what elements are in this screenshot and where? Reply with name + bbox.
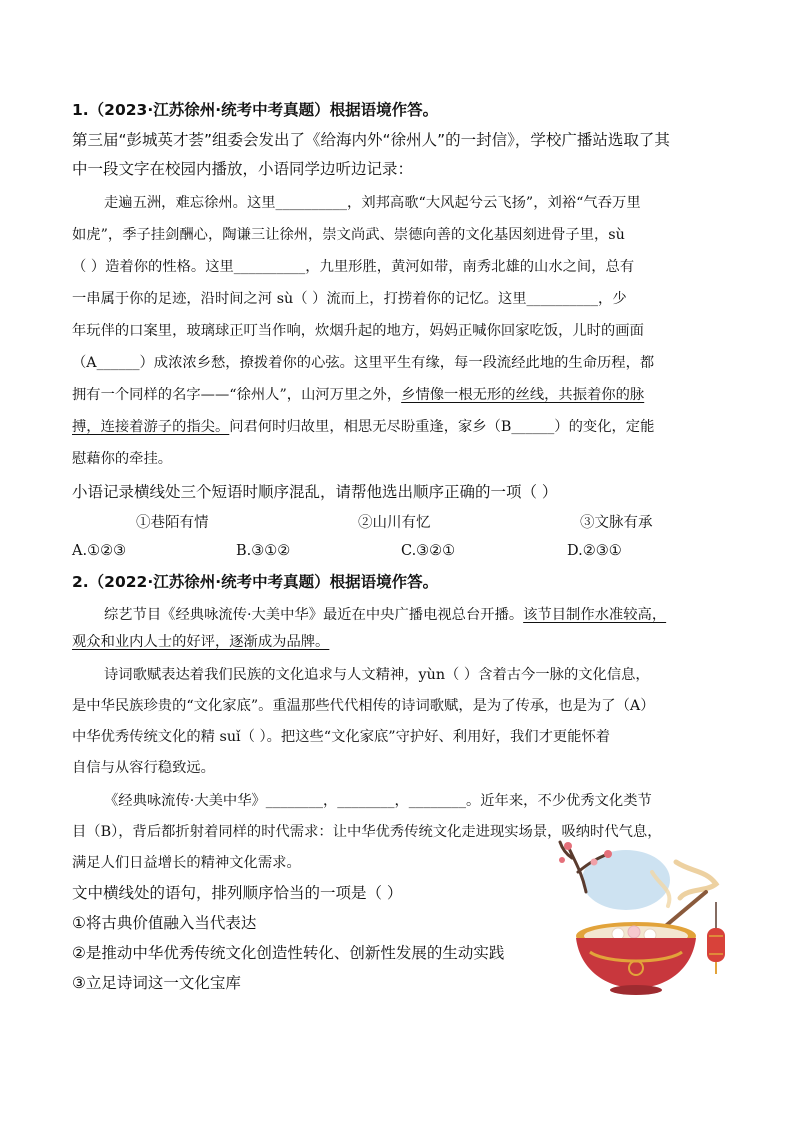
q2-item-1: ①将古典价值融入当代表达 — [72, 914, 257, 932]
q1-passage-line-8-plain: 问君何时归故里，相思无尽盼重逢，家乡（B______）的变化，定能 — [229, 419, 655, 435]
q1-question: 小语记录横线处三个短语时顺序混乱，请帮他选出顺序正确的一项（ ） — [72, 483, 558, 501]
q1-intro-line-1: 第三届“彭城英才荟”组委会发出了《给海内外“徐州人”的一封信》，学校广播站选取了其 — [72, 131, 670, 149]
plum-blossom-icon — [564, 842, 572, 850]
q1-header: 1.（2023·江苏徐州·统考中考真题）根据语境作答。 — [72, 101, 439, 119]
tangyuan-ball-icon — [628, 926, 640, 938]
q1-passage-line-5: 年玩伴的口案里，玻璃球正叮当作响，炊烟升起的地方，妈妈正喊你回家吃饭，儿时的画面 — [72, 323, 644, 339]
q1-phrase-2: ②山川有忆 — [358, 515, 431, 531]
q1-intro-line-2: 中一段文字在校园内播放，小语同学边听边记录： — [72, 160, 414, 178]
q1-passage-line-1: 走遍五洲，难忘徐州。这里__________，刘邦高歌“大风起兮云飞扬”，刘裕“气吞万里 — [104, 195, 641, 211]
plum-blossom-icon — [604, 850, 612, 858]
q2-para1-line-1 — [104, 604, 666, 624]
bowl-base-icon — [610, 985, 662, 995]
q1-passage-line-3: （ ）造着你的性格。这里__________，九里形胜，黄河如带，南秀北雄的山水之间，总有 — [72, 259, 635, 275]
q2-para1-line-2 — [72, 631, 329, 651]
q2-underlined-sentence-part-2: 观众和业内人士的好评，逐渐成为品牌。 — [72, 634, 330, 650]
q1-passage-line-9: 慰藉你的牵挂。 — [72, 451, 173, 467]
bowl-body-icon — [576, 938, 696, 988]
q1-passage-line-7 — [72, 384, 644, 404]
lantern-icon — [707, 928, 725, 962]
q2-para2-line-4: 自信与从容行稳致远。 — [72, 760, 215, 776]
q1-underlined-sentence-part-1: 乡情像一根无形的丝线，共振着你的脉 — [401, 387, 645, 403]
steam-swirl-icon — [676, 862, 716, 898]
q1-option-c[interactable]: C.③②① — [401, 543, 456, 559]
plum-blossom-icon — [559, 857, 565, 863]
plum-blossom-icon — [591, 859, 598, 866]
q1-option-a[interactable]: A.①②③ — [72, 543, 127, 559]
q2-para1-plain: 综艺节目《经典咏流传·大美中华》最近在中央广播电视总台开播。 — [104, 607, 524, 623]
q1-passage-line-6: （A______）成浓浓乡愁，撩拨着你的心弦。这里平生有缘，每一段流经此地的生命历程，都 — [72, 355, 655, 371]
tangyuan-bowl-illustration — [556, 832, 734, 1000]
q2-underlined-sentence-part-1: 该节目制作水准较高， — [523, 607, 667, 623]
q2-para2-line-2: 是中华民族珍贵的“文化家底”。重温那些代代相传的诗词歌赋，是为了传承，也是为了（A） — [72, 698, 655, 714]
q2-item-2: ②是推动中华优秀传统文化创造性转化、创新性发展的生动实践 — [72, 944, 505, 962]
q2-para3-line-3: 满足人们日益增长的精神文化需求。 — [72, 855, 301, 871]
q1-passage-line-7-plain: 拥有一个同样的名字——“徐州人”，山河万里之外， — [72, 387, 402, 403]
q2-para3-line-1: 《经典咏流传·大美中华》________，________，________。近年来，不少优秀文化类节 — [104, 793, 652, 809]
q1-passage-line-8 — [72, 416, 654, 436]
q1-passage-line-2: 如虎”，季子挂剑酬心，陶谦三让徐州，崇文尚武、崇德向善的文化基因刻进骨子里，sù — [72, 227, 625, 243]
q1-option-d[interactable]: D.②③① — [567, 543, 622, 559]
q1-underlined-sentence-part-2: 搏，连接着游子的指尖。 — [72, 419, 230, 435]
q2-para2-line-1: 诗词歌赋表达着我们民族的文化追求与人文精神，yùn（ ）含着古今一脉的文化信息， — [104, 667, 650, 683]
q1-phrase-3: ③文脉有承 — [580, 515, 653, 531]
q2-para3-line-2: 目（B），背后都折射着同样的时代需求：让中华优秀传统文化走进现实场景，吸纳时代气息， — [72, 824, 662, 840]
q2-question: 文中横线处的语句，排列顺序恰当的一项是（ ） — [72, 884, 403, 902]
q1-phrase-1: ①巷陌有情 — [136, 515, 209, 531]
q1-option-b[interactable]: B.③①② — [236, 543, 291, 559]
q2-item-3: ③立足诗词这一文化宝库 — [72, 974, 241, 992]
q2-header: 2.（2022·江苏徐州·统考中考真题）根据语境作答。 — [72, 573, 439, 591]
q1-passage-line-4: 一串属于你的足迹，沿时间之河 sù（ ）流而上，打捞着你的记忆。这里__________，少 — [72, 291, 627, 307]
q2-para2-line-3: 中华优秀传统文化的精 suǐ（ ）。把这些“文化家底”守护好、利用好，我们才更能怀着 — [72, 729, 611, 745]
